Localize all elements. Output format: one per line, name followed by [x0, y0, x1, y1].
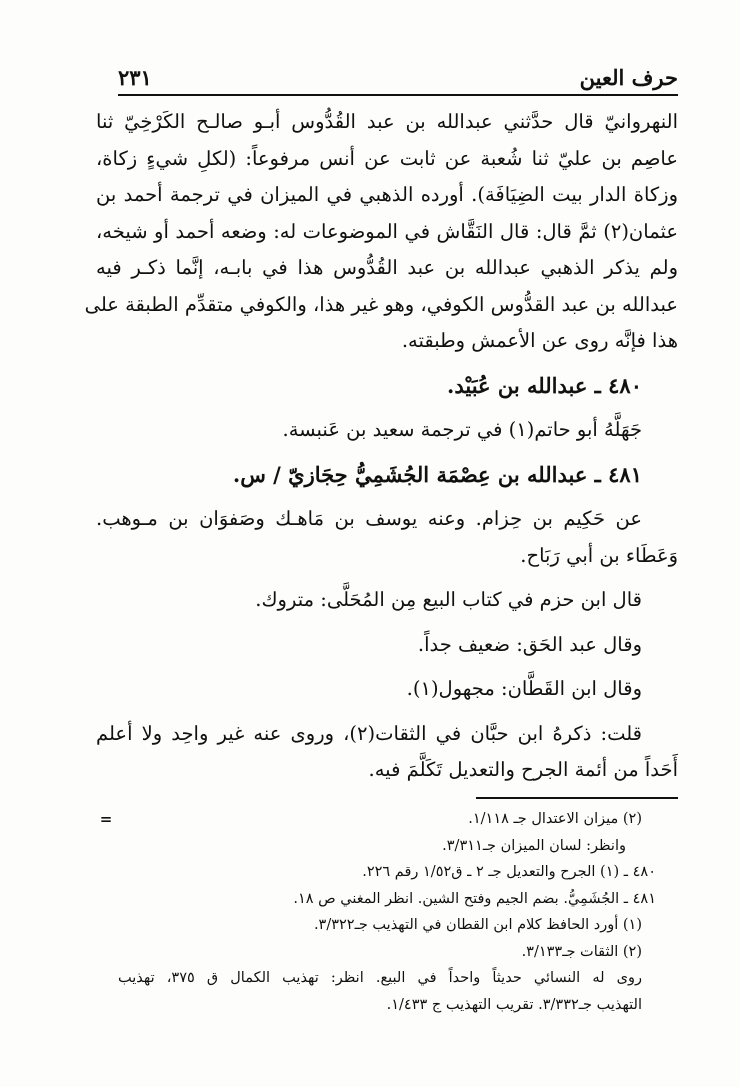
- quote-ibn-al-qattan: وقال ابن القَطَّان: مجهول(١).: [406, 677, 642, 700]
- closing-text: قلت: ذكرهُ ابن حبَّان في الثقات(٢)، وروى عنه غير واحِد ولا أعلم: [96, 721, 642, 745]
- footnote-rule: [476, 797, 678, 799]
- text-line: النهروانيّ قال حدَّثني عبدالله بن عبد القُدُّوس أبـو صالـح الكَرْخِيّ ثنا: [96, 110, 678, 133]
- footnotes: [118, 806, 678, 1018]
- main-text: [84, 104, 678, 789]
- quote-ibn-hazm: قال ابن حزم في كتاب البيع مِن المُحَلَّى: متروك.: [255, 588, 642, 611]
- entry-481-text: عن حَكِيم بن حِزام. وعنه يوسف بن مَاهـك وصَفوَان بن مـوهب.: [96, 507, 642, 530]
- entry-heading-481: ٤٨١ ـ عبدالله بن عِصْمَة الجُشَمِيُّ حِجَازيّ / س.: [232, 461, 642, 487]
- quote-abd-al-haqq: وقال عبد الحَق: ضعيف جداً.: [417, 632, 642, 656]
- footnote: روى له النسائي حديثاً واحداً في البيع. انظر: تهذيب الكمال ق ٣٧٥، تهذيب: [118, 970, 642, 986]
- text-line: عبدالله بن عبد القدُّوس الكوفي، وهو غير هذا، والكوفي متقدِّم الطبقة على: [84, 292, 678, 316]
- entry-heading-480: ٤٨٠ ـ عبدالله بن عُبَيْد.: [447, 372, 642, 398]
- text-line: هذا فإنَّه روى عن الأعمش وطبقته.: [401, 329, 678, 352]
- page-header: [118, 60, 678, 90]
- footnote: ٤٨١ ـ الجُشَمِيُّ. بضم الجيم وفتح الشين. انظر المغني ص ١٨.: [293, 890, 656, 907]
- footnote: التهذيب جـ٣/٣٣٢. تقريب التهذيب ج ١/٤٣٣.: [386, 996, 642, 1013]
- page-number: ٢٣١: [118, 65, 152, 90]
- closing-text: أَحَداً من أئمة الجرح والتعديل تَكَلَّمَ فيه.: [368, 758, 678, 781]
- footnote: (١) أورد الحافظ كلام ابن القطان في التهذيب جـ٣/٣٢٢.: [313, 917, 642, 933]
- continuation-mark: =: [99, 810, 113, 828]
- footnote: (٢) ميزان الاعتدال جـ ١/١١٨.: [468, 811, 642, 827]
- entry-480-text: جَهَلَّهُ أبو حاتم(١) في ترجمة سعيد بن عَنبسة.: [282, 418, 642, 441]
- text-line: عاصِم بن عليّ ثنا شُعبة عن ثابت عن أنس مرفوعاً: (لكلِ شيءٍ زكاة،: [96, 146, 678, 170]
- text-line: عثمان(٢) ثمَّ قال: قال النَقَّاش في الموضوعات له: وضعه أحمد أو شيخه،: [96, 219, 678, 243]
- text-line: ولم يذكر الذهبي عبدالله بن عبد القُدُّوس هذا في بابـه، إنَّما ذكـر فيه: [96, 256, 678, 279]
- header-rule: [118, 94, 678, 96]
- footnote: ٤٨٠ ـ (١) الجرح والتعديل جـ ٢ ـ ق١/٥٢ رقم ٢٢٦.: [362, 864, 656, 880]
- chapter-title: حرف العين: [579, 65, 678, 90]
- footnote: وانظر: لسان الميزان جـ٣/٣١١.: [442, 837, 626, 854]
- entry-481-text: وَعَطَاء بن أبي رَبَاح.: [520, 543, 678, 567]
- text-line: وزكاة الدار بيت الضِيَافَة). أورده الذهبي في الميزان في ترجمة أحمد بن: [96, 183, 678, 206]
- footnote: (٢) الثقات جـ٣/١٣٣.: [521, 943, 642, 960]
